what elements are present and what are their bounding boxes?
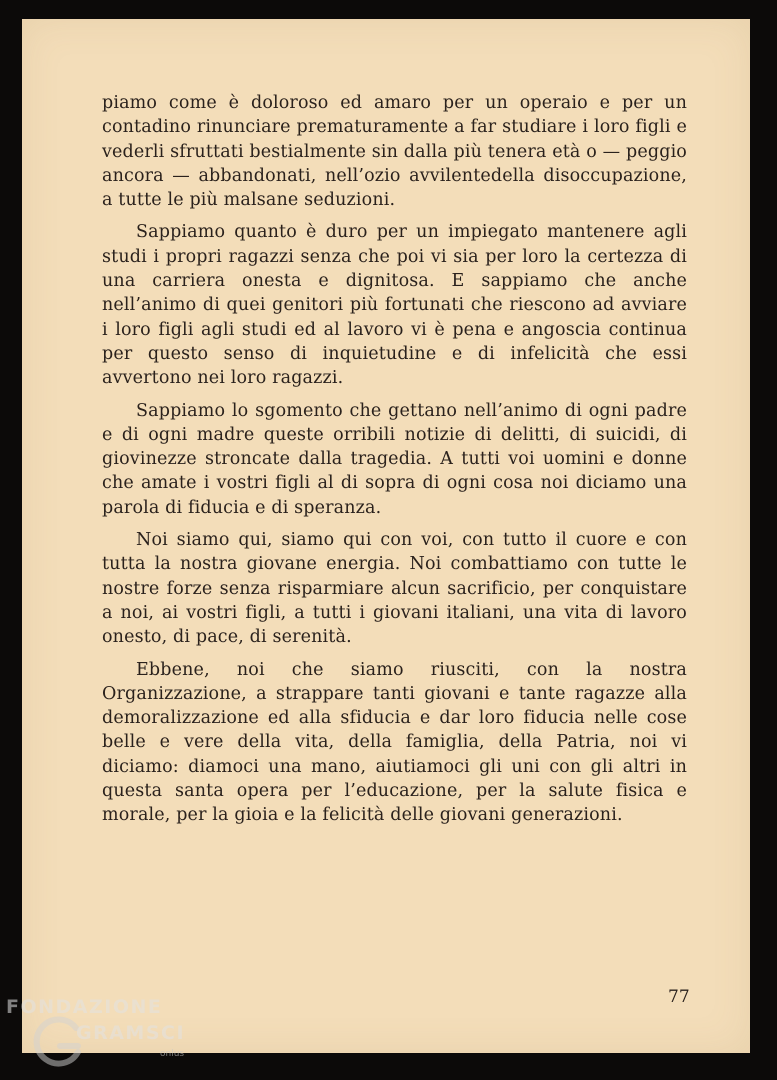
fondazione-gramsci-watermark bbox=[4, 994, 204, 1074]
paragraph-1: piamo come è doloroso ed amaro per un operaio e per un contadino rinunciare prematuramente a far studiare i loro figli e vederli sfruttati bestialmente sin dalla più tenera età o — peggio ancora — abbandonati, nell’ozio avvilentedella disoccupazione, a tutte le più malsane seduzioni. bbox=[102, 93, 687, 211]
paragraph-3: Sappiamo lo sgomento che gettano nell’animo di ogni padre e di ogni madre queste orribili notizie di delitti, di suicidi, di giovinezze stroncate dalla tragedia. A tutti voi uomini e donne che amate i vostri figli al di sopra di ogni cosa noi diciamo una parola di fiducia e di speranza. bbox=[102, 400, 687, 518]
watermark-onlus: onlus bbox=[160, 1049, 185, 1059]
paragraph-2: Sappiamo quanto è duro per un impiegato mantenere agli studi i propri ragazzi senza che poi vi sia per loro la certezza di una carriera onesta e dignitosa. E sappiamo che anche nell’animo di quei genitori più fortunati che riescono ad avviare i loro figli agli studi ed al lavoro vi è pena e angoscia continua per questo senso di inquietudine e di infelicità che essi avvertono nei loro ragazzi. bbox=[102, 222, 687, 389]
book-page bbox=[22, 19, 750, 1053]
paragraph-4: Noi siamo qui, siamo qui con voi, con tutto il cuore e con tutta la nostra giovane energia. Noi combattiamo con tutte le nostre forze senza risparmiare alcun sacrificio, per conquistare a noi, ai vostri figli, a tutti i giovani italiani, una vita di lavoro onesto, di pace, di serenità. bbox=[102, 530, 687, 648]
page-number: 77 bbox=[668, 987, 690, 1007]
paragraph-5: Ebbene, noi che siamo riusciti, con la nostra Organizzazione, a strappare tanti giovani e tante ragazze alla demoralizzazione ed alla sfiducia e dar loro fiducia nelle cose belle e vere della vita, della famiglia, della Patria, noi vi diciamo: diamoci una mano, aiutiamoci gli uni con gli altri in questa santa opera per l’educazione, per la salute fisica e morale, per la gioia e la felicità delle giovani generazioni. bbox=[102, 659, 687, 826]
body-text bbox=[102, 91, 687, 836]
watermark-fondazione: FONDAZIONE bbox=[6, 996, 163, 1018]
watermark-gramsci: GRAMSCI bbox=[76, 1022, 186, 1044]
